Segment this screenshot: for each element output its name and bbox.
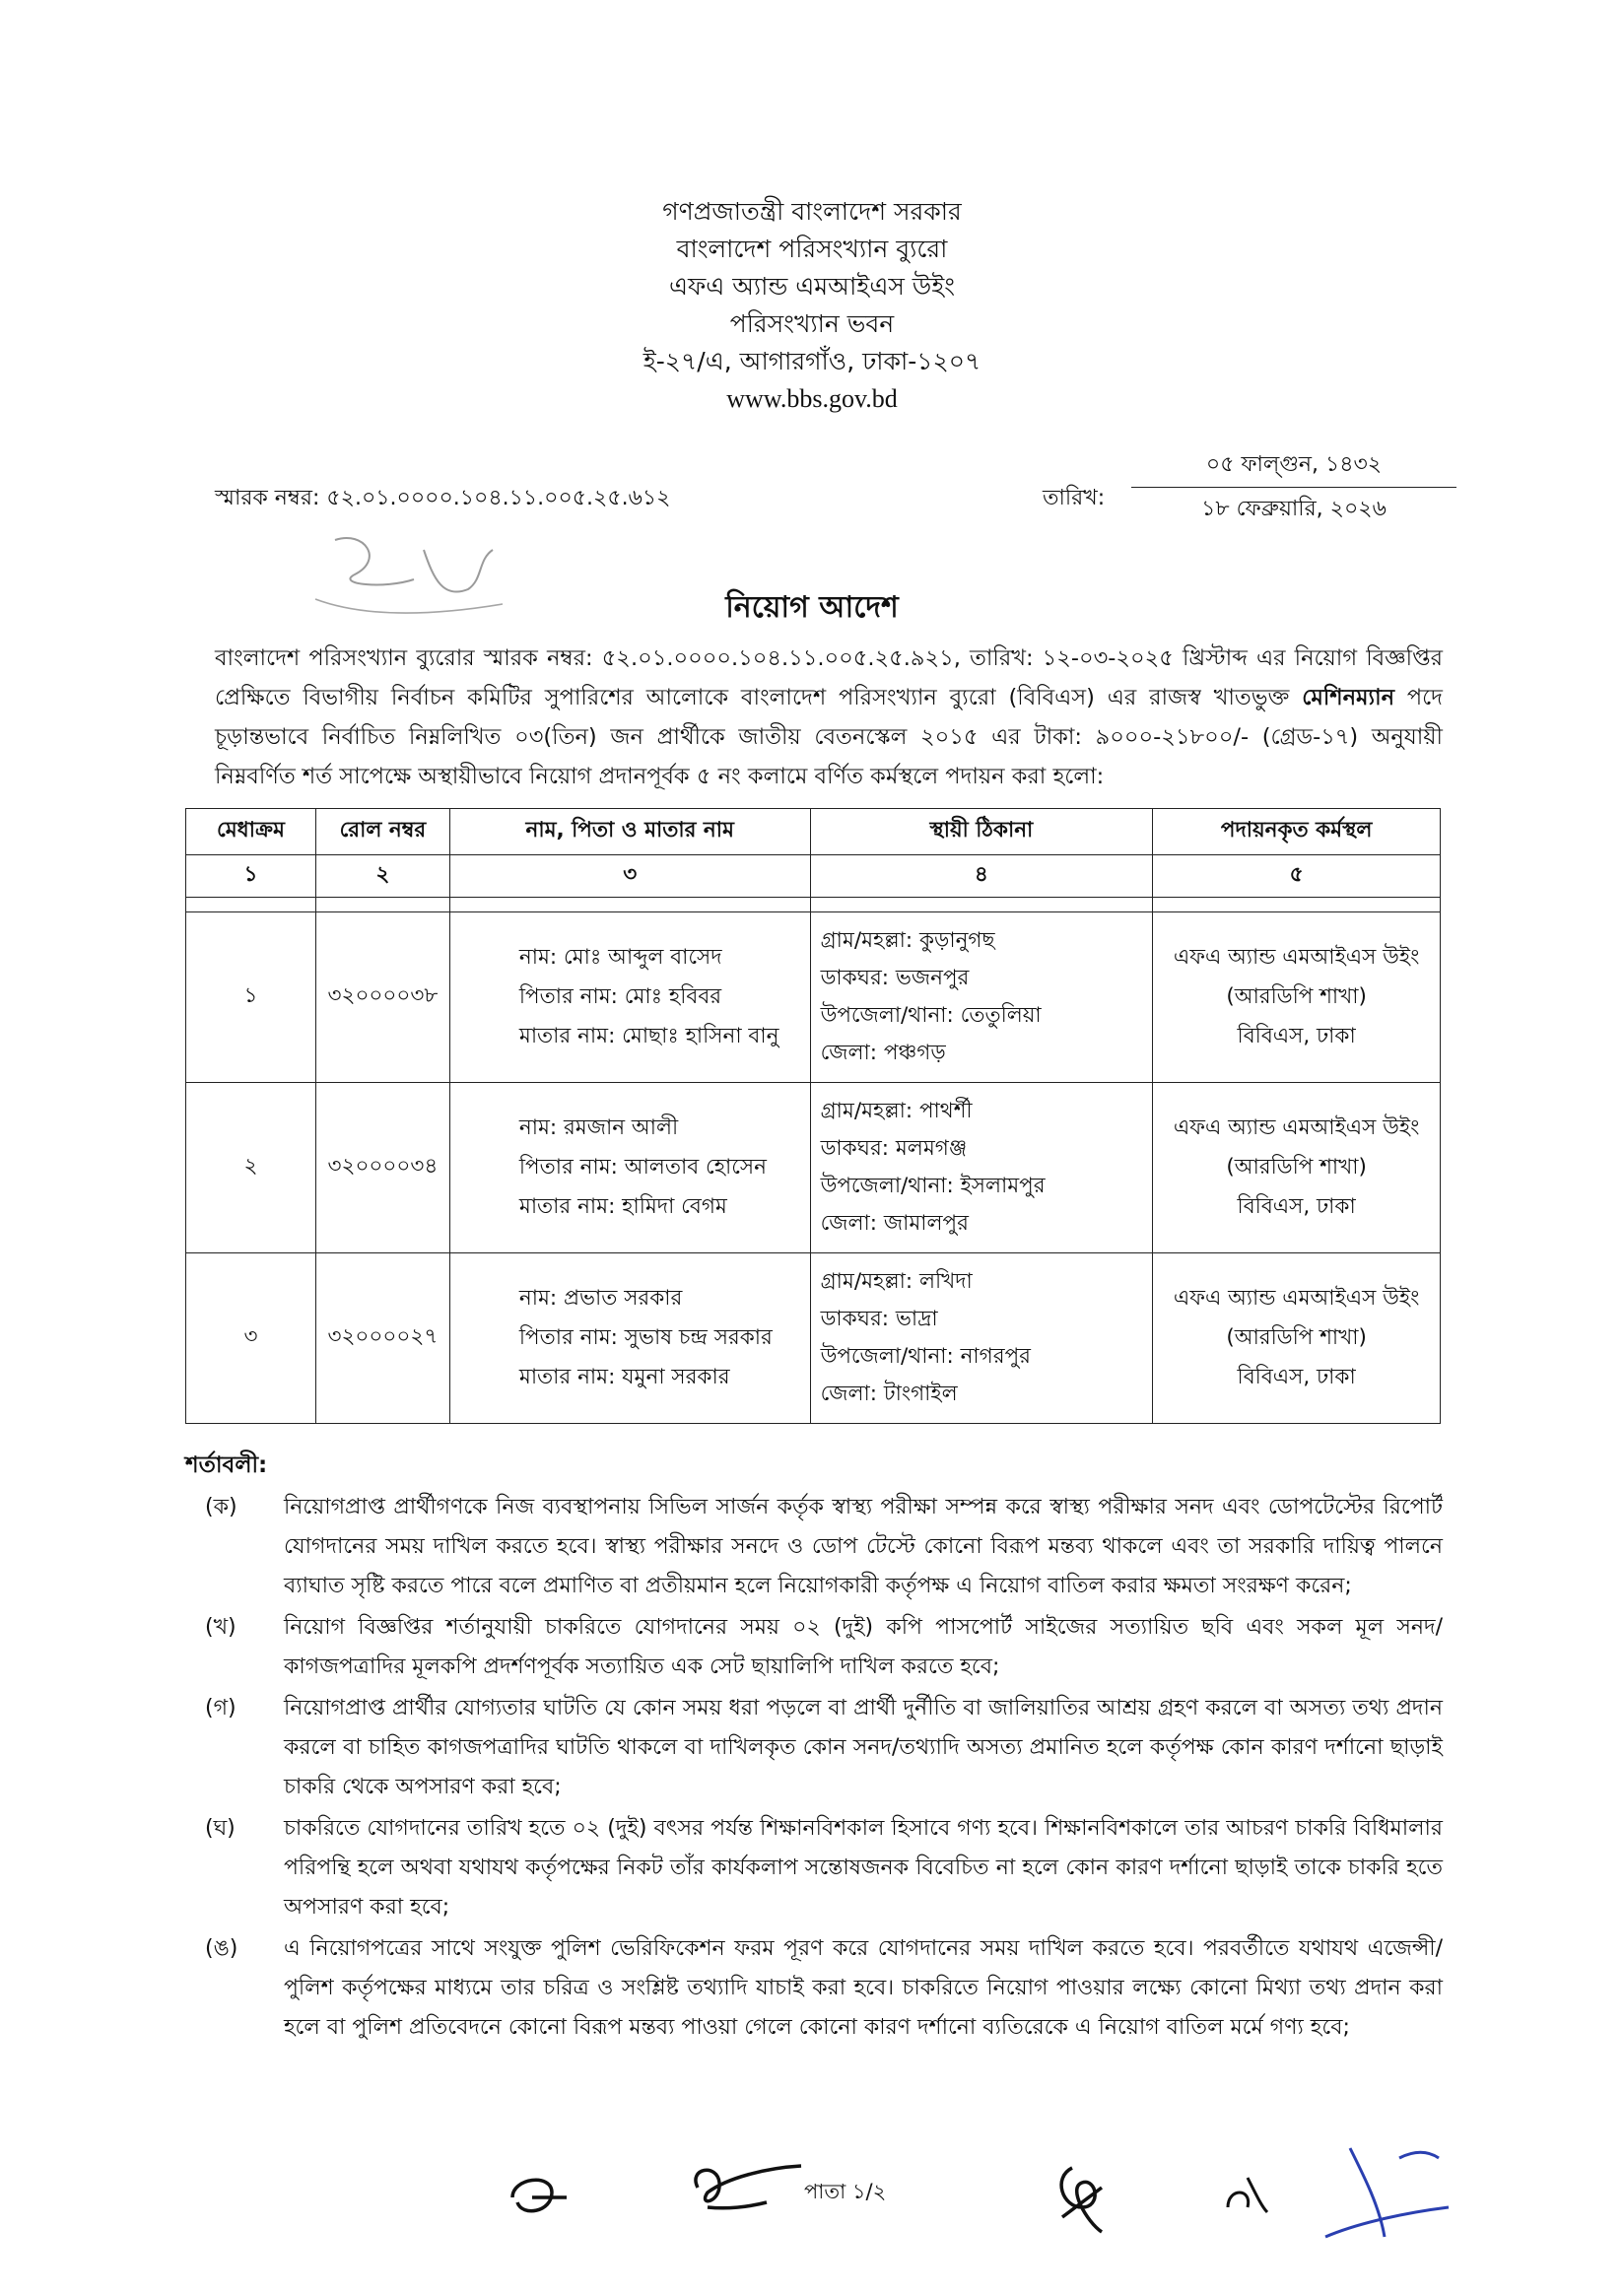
col-number: ৪: [810, 855, 1153, 898]
father-name: পিতার নাম: মোঃ হবিবর: [518, 984, 722, 1009]
col-number: ৩: [449, 855, 810, 898]
address-village: গ্রাম/মহল্লা: লখিদা: [820, 1269, 973, 1294]
names-cell: [449, 912, 810, 1083]
names-cell: [449, 1253, 810, 1424]
posting-line: (আরডিপি শাখা): [1226, 1155, 1367, 1180]
posting-cell: [1153, 1083, 1441, 1253]
address-village: গ্রাম/মহল্লা: পাথর্শী: [820, 1099, 973, 1123]
col-header-address: স্থায়ী ঠিকানা: [810, 809, 1153, 855]
condition-text: নিয়োগ বিজ্ঞপ্তির শর্তানুযায়ী চাকরিতে যোগদানের সময় ০২ (দুই) কপি পাসপোর্ট সাইজের সত্যায়িত ছবি এবং সকল মূল সনদ/কাগজপত্রাদির মূলকপি প্রদর্শণপূর্বক সত্যায়িত এক সেট ছায়ালিপি দাখিল করতে হবে;: [284, 1615, 1443, 1679]
candidate-name: নাম: রমজান আলী: [518, 1115, 679, 1140]
address-cell: [810, 1253, 1153, 1424]
order-title: নিয়োগ আদেশ: [725, 590, 899, 625]
initial-mark-2: [678, 2148, 806, 2227]
posting-line: এফএ অ্যান্ড এমআইএস উইং: [1173, 945, 1420, 970]
address-post-office: ডাকঘর: মলমগঞ্জ: [820, 1136, 968, 1161]
condition-label: (খ): [205, 1615, 237, 1640]
condition-item: [205, 1929, 1443, 2048]
initial-mark-3: [1043, 2148, 1121, 2247]
posting-line: (আরডিপি শাখা): [1226, 1325, 1367, 1350]
posting-line: বিবিএস, ঢাকা: [1237, 1194, 1356, 1219]
condition-item: [205, 1608, 1443, 1687]
posting-line: এফএ অ্যান্ড এমআইএস উইং: [1173, 1286, 1420, 1311]
letterhead: [0, 193, 1624, 418]
appointment-table: [185, 808, 1441, 1424]
initial-mark-4: [1218, 2168, 1277, 2227]
col-header-posting: পদায়নকৃত কর্মস্থল: [1153, 809, 1441, 855]
conditions-list: [205, 1488, 1443, 2050]
col-header-names: নাম, পিতা ও মাতার নাম: [449, 809, 810, 855]
header-line-bureau: বাংলাদেশ পরিসংখ্যান ব্যুরো: [676, 235, 948, 263]
address-post-office: ডাকঘর: ভজনপুর: [820, 966, 970, 990]
roll-cell: ৩২০০০০৩৮: [315, 912, 449, 1083]
table-column-number-row: [186, 855, 1441, 898]
condition-item: [205, 1488, 1443, 1606]
conditions-title: শর্তাবলী:: [185, 1452, 268, 1478]
col-header-roll: রোল নম্বর: [315, 809, 449, 855]
candidate-name: নাম: মোঃ আব্দুল বাসেদ: [518, 945, 722, 970]
header-line-govt: গণপ্রজাতন্ত্রী বাংলাদেশ সরকার: [662, 197, 962, 226]
candidate-name: নাম: প্রভাত সরকার: [518, 1286, 683, 1311]
posting-cell: [1153, 1253, 1441, 1424]
posting-line: বিবিএস, ঢাকা: [1237, 1024, 1356, 1048]
table-spacer-row: [186, 898, 1441, 912]
table-row: [186, 1253, 1441, 1424]
merit-cell: ১: [186, 912, 316, 1083]
intro-paragraph: [215, 639, 1443, 796]
mother-name: মাতার নাম: মোছাঃ হাসিনা বানু: [518, 1024, 779, 1048]
father-name: পিতার নাম: সুভাষ চন্দ্র সরকার: [518, 1325, 773, 1350]
condition-label: (ঘ): [205, 1816, 236, 1841]
initial-mark-1: [493, 2158, 581, 2237]
intro-part1: বাংলাদেশ পরিসংখ্যান ব্যুরোর স্মারক নম্বর: ৫২.০১.০০০০.১০৪.১১.০০৫.২৫.৯২১, তারিখ: ১২-০৩-২০২৫ খ্রিস্টাব্দ এর নিয়োগ বিজ্ঞপ্তির প্রেক্ষিতে বিভাগীয় নির্বাচন কমিটির সুপারিশের আলোকে বাংলাদেশ পরিসংখ্যান ব্যুরো (বিবিএস) এর রাজস্ব খাতভুক্ত: [215, 645, 1443, 710]
address-upazila: উপজেলা/থানা: ইসলামপুর: [820, 1174, 1046, 1198]
address-upazila: উপজেলা/থানা: নাগরপুর: [820, 1344, 1032, 1369]
col-header-merit: মেধাক্রম: [186, 809, 316, 855]
condition-text: নিয়োগপ্রাপ্ত প্রার্থীগণকে নিজ ব্যবস্থাপনায় সিভিল সার্জন কর্তৃক স্বাস্থ্য পরীক্ষা সম্পন্ন করে স্বাস্থ্য পরীক্ষার সনদ এবং ডোপটেস্টের রিপোর্ট যোগদানের সময় দাখিল করতে হবে। স্বাস্থ্য পরীক্ষার সনদে ও ডোপ টেস্টে কোনো বিরূপ মন্তব্য থাকলে এবং তা সরকারি দায়িত্ব পালনে ব্যাঘাত সৃষ্টি করতে পারে বলে প্রমাণিত বা প্রতীয়মান হলে নিয়োগকারী কর্তৃপক্ষ এ নিয়োগ বাতিল করার ক্ষমতা সংরক্ষণ করেন;: [284, 1495, 1443, 1598]
address-village: গ্রাম/মহল্লা: কুড়ানুগছ: [820, 928, 995, 953]
address-district: জেলা: টাংগাইল: [820, 1382, 958, 1406]
header-line-wing: এফএ অ্যান্ড এমআইএস উইং: [668, 272, 956, 301]
posting-line: এফএ অ্যান্ড এমআইএস উইং: [1173, 1115, 1420, 1140]
father-name: পিতার নাম: আলতাব হোসেন: [518, 1155, 767, 1180]
date-divider: [1131, 487, 1456, 488]
condition-item: [205, 1809, 1443, 1927]
condition-text: চাকরিতে যোগদানের তারিখ হতে ০২ (দুই) বৎসর পর্যন্ত শিক্ষানবিশকাল হিসাবে গণ্য হবে। শিক্ষানবিশকালে তার আচরণ চাকরি বিধিমালার পরিপন্থি হলে অথবা যথাযথ কর্তৃপক্ষের নিকট তাঁর কার্যকলাপ সন্তোষজনক বিবেচিত না হলে কোন কারণ দর্শানো ছাড়াই তাকে চাকরি হতে অপসারণ করা হবে;: [284, 1816, 1443, 1920]
condition-label: (গ): [205, 1696, 237, 1720]
col-number: ২: [315, 855, 449, 898]
mother-name: মাতার নাম: হামিদা বেগম: [518, 1194, 727, 1219]
header-line-building: পরিসংখ্যান ভবন: [729, 309, 895, 338]
header-line-website: www.bbs.gov.bd: [726, 384, 898, 413]
condition-item: [205, 1689, 1443, 1807]
table-row: [186, 912, 1441, 1083]
address-district: জেলা: পঞ্চগড়: [820, 1041, 946, 1065]
date-block: [1131, 449, 1456, 525]
blue-signature: [1311, 2128, 1458, 2247]
date-bangla: ০৫ ফাল্গুন, ১৪৩২: [1205, 452, 1383, 477]
roll-cell: ৩২০০০০৩৪: [315, 1083, 449, 1253]
address-upazila: উপজেলা/থানা: তেতুলিয়া: [820, 1003, 1042, 1028]
mother-name: মাতার নাম: যমুনা সরকার: [518, 1365, 730, 1389]
merit-cell: ৩: [186, 1253, 316, 1424]
col-number: ৫: [1153, 855, 1441, 898]
date-gregorian: ১৮ ফেব্রুয়ারি, ২০২৬: [1201, 497, 1387, 521]
posting-cell: [1153, 912, 1441, 1083]
names-cell: [449, 1083, 810, 1253]
memo-number: স্মারক নম্বর: ৫২.০১.০০০০.১০৪.১১.০০৫.২৫.৬১২: [215, 486, 671, 510]
intro-part2: পদে চূড়ান্তভাবে নির্বাচিত নিম্নলিখিত ০৩(তিন) জন প্রার্থীকে জাতীয় বেতনস্কেল ২০১৫ এর টাকা: ৯০০০-২১৮০০/- (গ্রেড-১৭) অনুযায়ী নিম্নবর্ণিত শর্ত সাপেক্ষে অস্থায়ীভাবে নিয়োগ প্রদানপূর্বক ৫ নং কলামে বর্ণিত কর্মস্থলে পদায়ন করা হলো:: [215, 685, 1443, 789]
condition-label: (ঙ): [205, 1936, 238, 1961]
date-label: তারিখ:: [1043, 486, 1106, 510]
address-post-office: ডাকঘর: ভাদ্রা: [820, 1307, 938, 1331]
condition-text: এ নিয়োগপত্রের সাথে সংযুক্ত পুলিশ ভেরিফিকেশন ফরম পূরণ করে যোগদানের সময় দাখিল করতে হবে। পরবর্তীতে যথাযথ এজেন্সী/ পুলিশ কর্তৃপক্ষের মাধ্যমে তার চরিত্র ও সংশ্লিষ্ট তথ্যাদি যাচাই করা হবে। চাকরিতে নিয়োগ পাওয়ার লক্ষ্যে কোনো মিথ্যা তথ্য প্রদান করা হলে বা পুলিশ প্রতিবেদনে কোনো বিরূপ মন্তব্য পাওয়া গেলে কোনো কারণ দর্শানো ব্যতিরেকে এ নিয়োগ বাতিল মর্মে গণ্য হবে;: [284, 1936, 1443, 2040]
condition-text: নিয়োগপ্রাপ্ত প্রার্থীর যোগ্যতার ঘাটতি যে কোন সময় ধরা পড়লে বা প্রার্থী দুর্নীতি বা জালিয়াতির আশ্রয় গ্রহণ করলে বা অসত্য তথ্য প্রদান করলে বা চাহিত কাগজপত্রাদির ঘাটতি থাকলে বা দাখিলকৃত কোন সনদ/তথ্যাদি অসত্য প্রমানিত হলে কর্তৃপক্ষ কোন কারণ দর্শানো ছাড়াই চাকরি থেকে অপসারণ করা হবে;: [284, 1696, 1443, 1799]
table-row: [186, 1083, 1441, 1253]
address-district: জেলা: জামালপুর: [820, 1211, 969, 1236]
roll-cell: ৩২০০০০২৭: [315, 1253, 449, 1424]
page-number: পাতা ১/২: [804, 2180, 887, 2203]
col-number: ১: [186, 855, 316, 898]
header-line-address: ই-২৭/এ, আগারগাঁও, ঢাকা-১২০৭: [643, 347, 981, 375]
merit-cell: ২: [186, 1083, 316, 1253]
post-name: মেশিনম্যান: [1302, 685, 1395, 710]
address-cell: [810, 1083, 1153, 1253]
address-cell: [810, 912, 1153, 1083]
table-header-row: [186, 809, 1441, 855]
posting-line: বিবিএস, ঢাকা: [1237, 1365, 1356, 1389]
posting-line: (আরডিপি শাখা): [1226, 984, 1367, 1009]
condition-label: (ক): [205, 1495, 237, 1519]
